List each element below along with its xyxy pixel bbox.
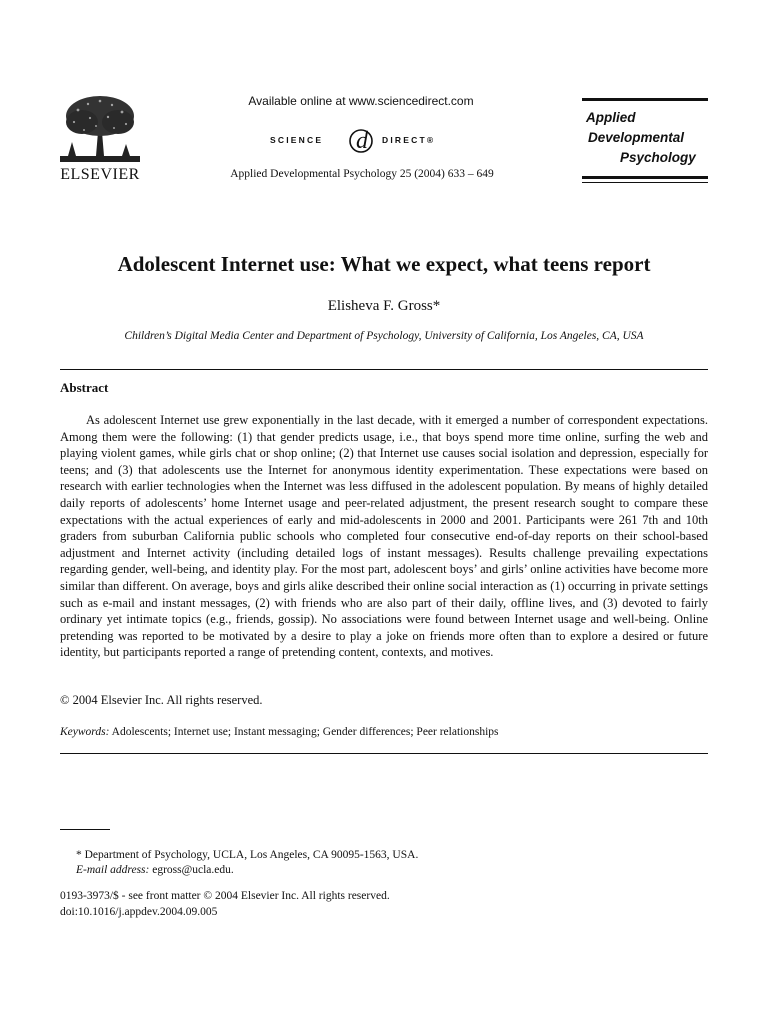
sciencedirect-mark: d	[356, 128, 368, 154]
journal-citation: Applied Developmental Psychology 25 (2004) 633 – 649	[230, 168, 494, 180]
email-link[interactable]: egross@ucla.edu.	[152, 864, 234, 876]
footnote-address: * Department of Psychology, UCLA, Los Angeles, CA 90095-1563, USA.	[76, 849, 419, 861]
abstract-copyright: © 2004 Elsevier Inc. All rights reserved.	[60, 693, 263, 707]
available-online-notice: Available online at www.sciencedirect.com	[248, 94, 474, 108]
journal-logo-bottom-rule	[582, 176, 708, 179]
publisher-name: ELSEVIER	[60, 166, 140, 183]
journal-logo-top-rule	[582, 98, 708, 101]
abstract-body: As adolescent Internet use grew exponentially in the last decade, with it emerged a number of correspondent expectations. Among them were the following: (1) that gender predicts usage, i.e., that boys spend more time online, surfing the web and playing violent games, while girls chat or shop online; (2) that Internet use causes social isolation and depression, especially for teens; and (3) that adolescents use the Internet for anonymous identity experimentation. These expectations were based on research with earlier technologies when the Internet was less diffused in the adolescent population. By means of highly detailed daily reports of adolescents’ home Internet usage and peer-related adjustment, the present research sought to compare these expectations with the actual experiences of early and mid-adolescents in 2000 and 2001. Participants were 261 7th and 10th graders from suburban California public schools who completed four consecutive end-of-day reports on their school-based adjustment and Internet activity (including detailed logs of instant messages). Results challenge prevailing expectations regarding gender, well-being, and identity play. For the most part, adolescent boys’ and girls’ online activities have become more similar than different. On average, boys and girls alike described their online social interaction as (1) occurring in private settings such as e-mail and instant messages, (2) with friends who are also part of their daily, offline lives, and (3) devoted to fairly ordinary yet intimate topics (e.g., friends, gossip). No associations were found between Internet usage and well-being. Online pretending was reported to be motivated by a desire to play a joke on friends more often than to explore a desired or future identity, but participants reported a range of pretending content, contexts, and motives.	[60, 413, 708, 660]
journal-logo-box	[582, 98, 708, 184]
abstract-bottom-rule	[60, 753, 708, 754]
sciencedirect-right-text	[382, 135, 435, 145]
footnote-rule	[60, 829, 110, 830]
abstract-top-rule	[60, 369, 708, 370]
article-title: Adolescent Internet use: What we expect, what teens report	[117, 252, 651, 276]
keywords-label: Keywords:	[60, 726, 110, 738]
doi-line[interactable]: doi:10.1016/j.appdev.2004.09.005	[60, 906, 218, 918]
keywords	[60, 726, 708, 738]
tree-icon	[60, 92, 140, 164]
footnote-email	[76, 864, 234, 876]
email-label: E-mail address:	[76, 864, 150, 876]
sciencedirect-right-label: DIRECT	[382, 135, 427, 145]
journal-logo-line3: Psychology	[620, 150, 696, 165]
journal-logo-bottom-rule-thin	[582, 182, 708, 183]
journal-logo-line1: Applied	[586, 110, 636, 125]
sciencedirect-left-text: SCIENCE	[270, 135, 324, 145]
journal-header	[60, 92, 708, 192]
issn-line: 0193-3973/$ - see front matter © 2004 Elsevier Inc. All rights reserved.	[60, 890, 390, 902]
article-author: Elisheva F. Gross*	[327, 298, 441, 314]
sciencedirect-d-icon	[346, 122, 378, 156]
sciencedirect-logo	[270, 122, 460, 156]
elsevier-tree-logo	[60, 92, 140, 184]
keywords-list: Adolescents; Internet use; Instant messaging; Gender differences; Peer relationships	[111, 726, 499, 738]
author-affiliation: Children’s Digital Media Center and Department of Psychology, University of California, Los Angeles, CA, USA	[124, 330, 644, 342]
abstract-heading: Abstract	[60, 380, 109, 395]
journal-logo-line2: Developmental	[588, 130, 685, 145]
registered-mark: ®	[426, 135, 436, 145]
